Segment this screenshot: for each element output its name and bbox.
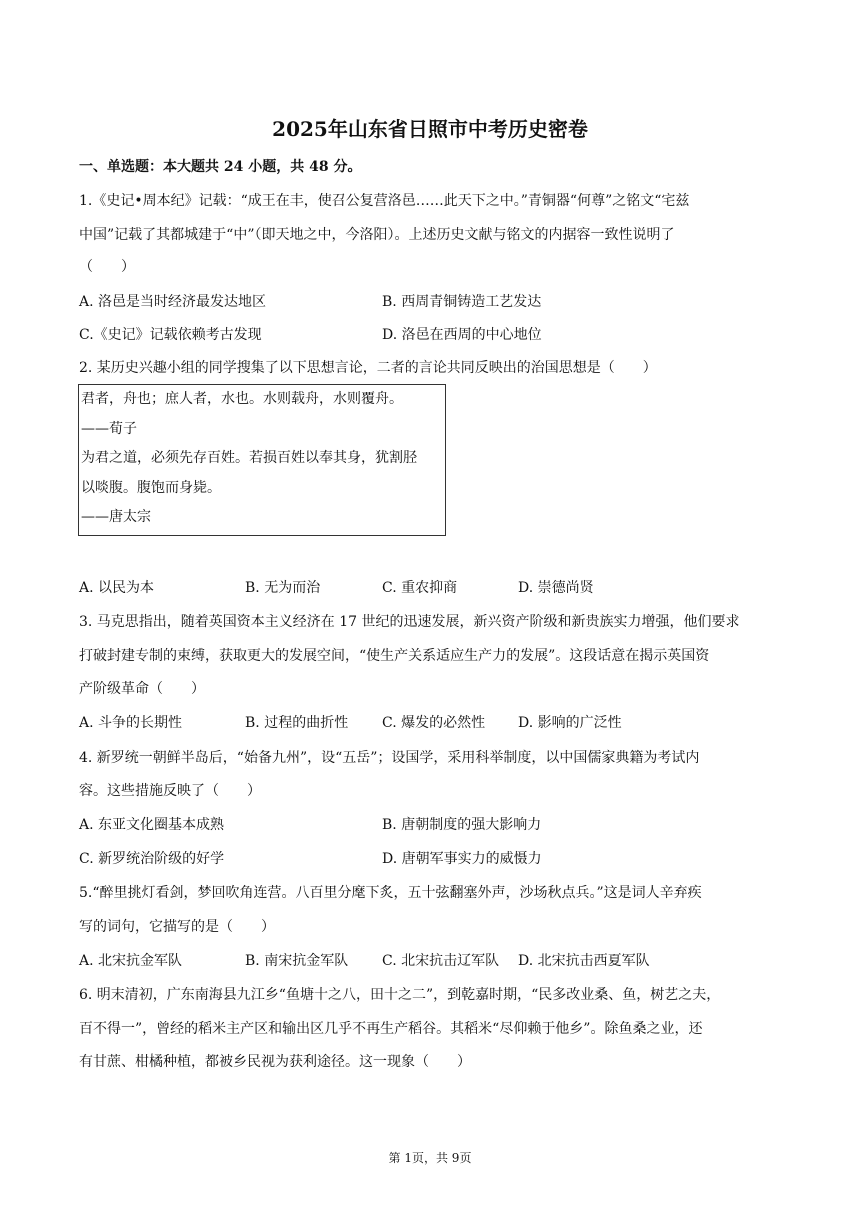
quote-attribution: ——唐太宗 [81, 509, 151, 525]
quote-attribution: ——荀子 [81, 421, 137, 437]
q2-line-1: 2. 某历史兴趣小组的同学搜集了以下思想言论，二者的言论共同反映出的治国思想是（ ） [79, 360, 657, 376]
q4-option-b: B. 唐朝制度的强大影响力 [382, 817, 542, 833]
q5-line-1: 5.“醉里挑灯看剑，梦回吹角连营。八百里分麾下炙，五十弦翻塞外声，沙场秋点兵。”这是词人辛弃疾 [79, 885, 702, 901]
q6-line-1: 6. 明末清初，广东南海县九江乡“鱼塘十之八，田十之二”，到乾嘉时期，“民多改业桑、鱼，树艺之夫， [79, 987, 721, 1003]
section-heading: 一、单选题：本大题共 24 小题，共 48 分。 [79, 159, 362, 175]
page-footer: 第 1页，共 9页 [388, 1151, 472, 1165]
q3-option-d: D. 影响的广泛性 [518, 715, 622, 731]
quote-line: 为君之道，必须先存百姓。若损百姓以奉其身，犹割胫 [81, 450, 417, 466]
page-title: 2025年山东省日照市中考历史密卷 [272, 117, 588, 141]
q5-option-a: A. 北宋抗金军队 [79, 953, 183, 969]
q1-option-b: B. 西周青铜铸造工艺发达 [382, 294, 542, 310]
quote-line: 以啖腹。腹饱而身毙。 [81, 480, 221, 496]
quote-box [78, 384, 446, 536]
q4-option-d: D. 唐朝军事实力的威慑力 [382, 851, 542, 867]
q2-option-c: C. 重农抑商 [382, 580, 458, 596]
q3-option-b: B. 过程的曲折性 [245, 715, 349, 731]
q1-line-1: 1.《史记•周本纪》记载：“成王在丰，使召公复营洛邑……此天下之中。”青铜器“何尊”之铭文“宅兹 [79, 193, 690, 209]
q3-line-1: 3. 马克思指出，随着英国资本主义经济在 17 世纪的迅速发展，新兴资产阶级和新贵族实力增强，他们要求 [79, 614, 740, 630]
q5-option-c: C. 北宋抗击辽军队 [382, 953, 500, 969]
q2-option-d: D. 崇德尚贤 [518, 580, 594, 596]
q1-option-c: C.《史记》记载依赖考古发现 [79, 327, 262, 343]
q5-line-2: 写的词句，它描写的是（ ） [79, 919, 275, 935]
q3-option-c: C. 爆发的必然性 [382, 715, 486, 731]
q1-line-2: 中国”记载了其都城建于“中”（即天地之中，今洛阳）。上述历史文献与铭文的内据容一致性说明了 [79, 227, 675, 243]
q2-option-b: B. 无为而治 [245, 580, 321, 596]
q6-line-2: 百不得一”，曾经的稻米主产区和输出区几乎不再生产稻谷。其稻米“尽仰赖于他乡”。除鱼桑之业，还 [79, 1021, 703, 1037]
q3-option-a: A. 斗争的长期性 [79, 715, 183, 731]
q1-option-a: A. 洛邑是当时经济最发达地区 [79, 294, 267, 310]
q1-line-3: （ ） [79, 259, 135, 275]
q4-line-2: 容。这些措施反映了（ ） [79, 783, 261, 799]
q5-option-b: B. 南宋抗金军队 [245, 953, 349, 969]
quote-line: 君者，舟也；庶人者，水也。水则载舟，水则覆舟。 [81, 391, 403, 407]
q2-option-a: A. 以民为本 [79, 580, 155, 596]
q4-line-1: 4. 新罗统一朝鲜半岛后，“始备九州”，设“五岳”；设国学，采用科举制度，以中国儒家典籍为考试内 [79, 750, 700, 766]
q4-option-a: A. 东亚文化圈基本成熟 [79, 817, 225, 833]
q3-line-2: 打破封建专制的束缚，获取更大的发展空间，“使生产关系适应生产力的发展”。这段话意在揭示英国资 [79, 648, 710, 664]
q6-line-3: 有甘蔗、柑橘种植，都被乡民视为获利途径。这一现象（ ） [79, 1054, 471, 1070]
q4-option-c: C. 新罗统治阶级的好学 [79, 851, 225, 867]
q3-line-3: 产阶级革命（ ） [79, 681, 205, 697]
q5-option-d: D. 北宋抗击西夏军队 [518, 953, 650, 969]
q1-option-d: D. 洛邑在西周的中心地位 [382, 327, 542, 343]
